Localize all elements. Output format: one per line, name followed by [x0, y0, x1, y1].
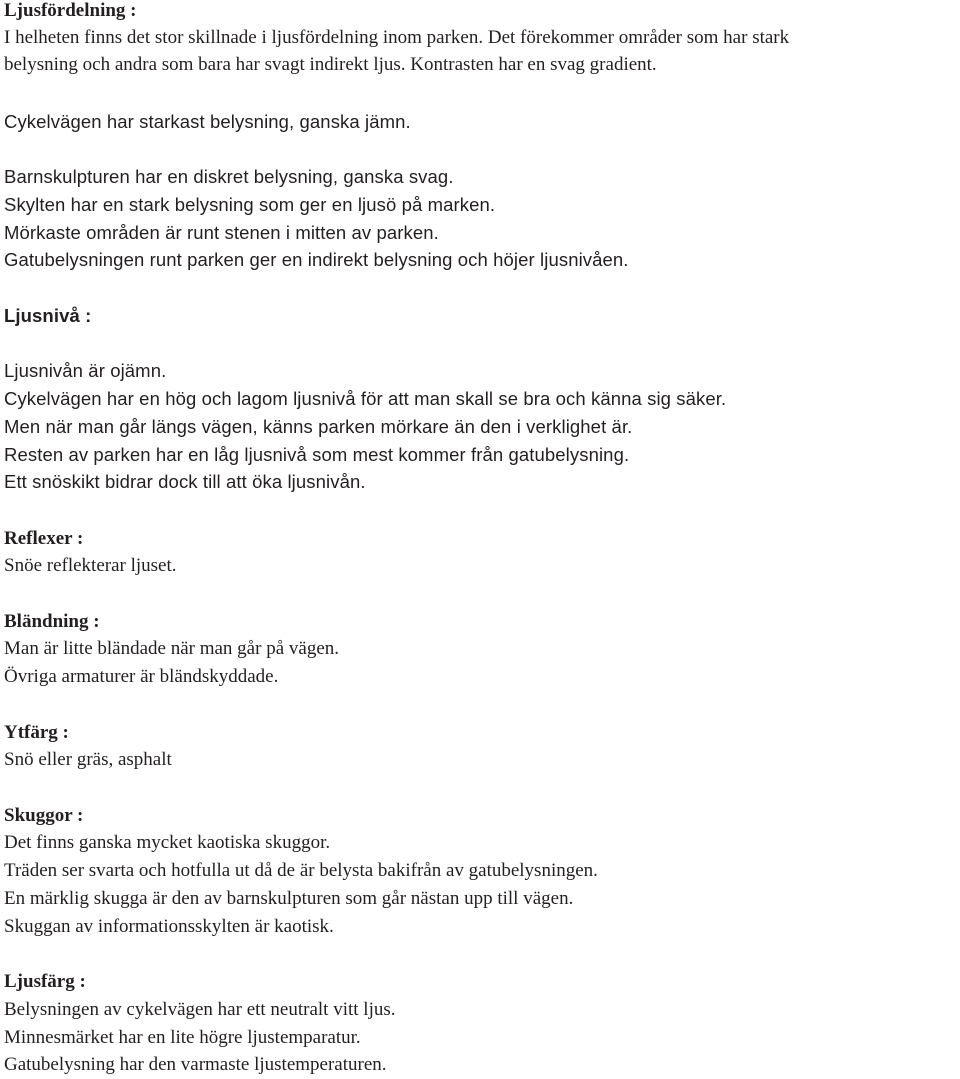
paragraph-line: Mörkaste områden är runt stenen i mitten av parken. — [4, 222, 439, 243]
section-heading-ljusniva: Ljusnivå : — [4, 305, 92, 326]
section-heading-ytfarg: Ytfärg : — [4, 722, 69, 743]
paragraph-line: Cykelvägen har en hög och lagom ljusnivå för att man skall se bra och känna sig säker. — [4, 388, 727, 409]
section-heading-blandning: Bländning : — [4, 611, 100, 632]
paragraph-line: Belysningen av cykelvägen har ett neutralt vitt ljus. — [4, 999, 396, 1020]
paragraph-line: Skuggan av informationsskylten är kaotisk. — [4, 916, 334, 937]
paragraph-line: Gatubelysning har den varmaste ljustemperaturen. — [4, 1054, 387, 1075]
paragraph-line: Snö eller gräs, asphalt — [4, 749, 172, 770]
paragraph-line: Skylten har en stark belysning som ger en ljusö på marken. — [4, 194, 496, 215]
section-heading-ljusfordelning: Ljusfördelning : — [4, 0, 137, 21]
paragraph-line: Men när man går längs vägen, känns parken mörkare än den i verklighet är. — [4, 416, 633, 437]
paragraph-line: Resten av parken har en låg ljusnivå som mest kommer från gatubelysning. — [4, 444, 630, 465]
paragraph-line: Ett snöskikt bidrar dock till att öka ljusnivån. — [4, 471, 366, 492]
paragraph-line: belysning och andra som bara har svagt indirekt ljus. Kontrasten har en svag gradient. — [4, 54, 657, 75]
paragraph-line: En märklig skugga är den av barnskulpturen som går nästan upp till vägen. — [4, 888, 574, 909]
paragraph-line: Gatubelysningen runt parken ger en indirekt belysning och höjer ljusnivåen. — [4, 249, 629, 270]
paragraph-line: I helheten finns det stor skillnade i ljusfördelning inom parken. Det förekommer områder som har stark — [4, 27, 790, 48]
paragraph-line: Snöe reflekterar ljuset. — [4, 555, 177, 576]
paragraph-line: Träden ser svarta och hotfulla ut då de är belysta bakifrån av gatubelysningen. — [4, 860, 598, 881]
paragraph-line: Man är litte bländade när man går på vägen. — [4, 638, 339, 659]
paragraph-line: Övriga armaturer är bländskyddade. — [4, 666, 279, 687]
paragraph-line: Det finns ganska mycket kaotiska skuggor. — [4, 832, 331, 853]
section-heading-skuggor: Skuggor : — [4, 805, 84, 826]
paragraph-line: Barnskulpturen har en diskret belysning, ganska svag. — [4, 166, 454, 187]
section-heading-ljusfarg: Ljusfärg : — [4, 971, 86, 992]
paragraph-line: Minnesmärket har en lite högre ljustemparatur. — [4, 1027, 361, 1048]
section-heading-reflexer: Reflexer : — [4, 528, 84, 549]
paragraph-line: Cykelvägen har starkast belysning, ganska jämn. — [4, 111, 411, 132]
paragraph-line: Ljusnivån är ojämn. — [4, 360, 167, 381]
